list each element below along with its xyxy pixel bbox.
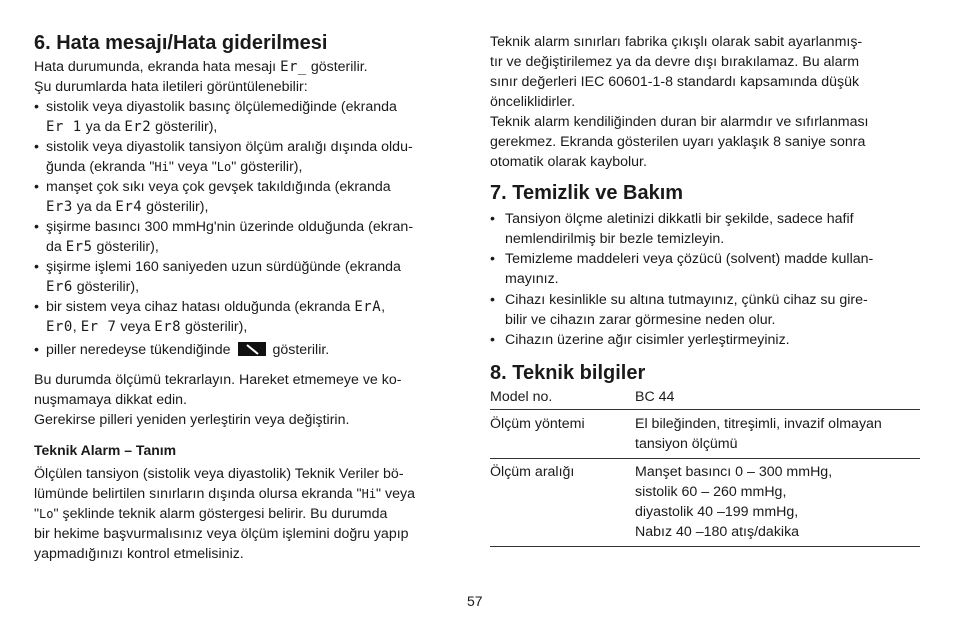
list-item-cont: ğunda (ekranda "Hi" veya "Lo" gösterilir),	[46, 159, 303, 175]
list-item: • Tansiyon ölçme aletinizi dikkatli bir şekilde, sadece hafif	[490, 211, 854, 227]
paragraph-line: sınır değerleri IEC 60601-1-8 standardı kapsamında düşük	[490, 74, 860, 90]
section-8-heading: 8. Teknik bilgiler	[490, 362, 646, 384]
error-code: Er 7	[80, 319, 117, 335]
list-item: • bir sistem veya cihaz hatası olduğunda (ekranda ErA,	[34, 299, 386, 315]
error-code: Er4	[115, 199, 143, 215]
paragraph-line: "Lo" şeklinde teknik alarm göstergesi belirir. Bu durumda	[34, 506, 388, 522]
error-code: Er0	[46, 319, 73, 335]
paragraph-line: Teknik alarm kendiliğinden duran bir alarmdır ve sıfırlanması	[490, 114, 869, 130]
list-item: • Cihazı kesinlikle su altına tutmayınız, çünkü cihaz su gire-	[490, 292, 868, 308]
error-code: Er5	[65, 239, 93, 255]
list-item-cont: nemlendirilmiş bir bezle temizleyin.	[505, 231, 725, 247]
list-item-cont: mayınız.	[505, 271, 559, 287]
list-item-cont: Er 1 ya da Er2 gösterilir),	[46, 119, 218, 135]
list-item: • manşet çok sıkı veya çok gevşek takıldığında (ekranda	[34, 179, 391, 195]
list-item-cont: Er3 ya da Er4 gösterilir),	[46, 199, 209, 215]
section-6-heading: 6. Hata mesajı/Hata giderilmesi	[34, 32, 328, 54]
list-item: • şişirme işlemi 160 saniyeden uzun sürdüğünde (ekranda	[34, 259, 401, 275]
list-item-cont: Er0, Er 7 veya Er8 gösterilir),	[46, 319, 248, 335]
list-item-cont: da Er5 gösterilir),	[46, 239, 159, 255]
paragraph-line: önceliklidirler.	[490, 94, 576, 110]
table-value: sistolik 60 – 260 mmHg,	[635, 484, 787, 500]
paragraph-line: otomatik olarak kaybolur.	[490, 154, 647, 170]
table-row	[490, 387, 920, 410]
paragraph-line: tır ve değiştirilemez ya da devre dışı bırakılamaz. Bu alarm	[490, 54, 860, 70]
paragraph-line: nuşmamaya dikkat edin.	[34, 392, 187, 408]
subheading-technical-alarm: Teknik Alarm – Tanım	[34, 442, 177, 458]
list-item: • Cihazın üzerine ağır cisimler yerleştirmeyiniz.	[490, 332, 790, 348]
error-code: Er_	[280, 59, 307, 75]
list-item-cont: bilir ve cihazın zarar görmesine neden olur.	[505, 312, 776, 328]
list-item: • Temizleme maddeleri veya çözücü (solvent) madde kullan-	[490, 251, 874, 267]
paragraph-line: Ölçülen tansiyon (sistolik veya diyastolik) Teknik Veriler bö-	[34, 466, 404, 482]
table-value: tansiyon ölçümü	[635, 436, 738, 452]
table-label: Model no.	[490, 389, 553, 405]
intro-line-2: Şu durumlarda hata iletileri görüntülenebilir:	[34, 79, 308, 95]
paragraph-line: bir hekime başvurmalısınız veya ölçüm işlemini doğru yapıp	[34, 526, 409, 542]
error-code: Er2	[124, 119, 152, 135]
paragraph-line: yapmadığınızı kontrol etmelisiniz.	[34, 546, 244, 562]
paragraph-line: gerekmez. Ekranda gösterilen uyarı yaklaşık 8 saniye sonra	[490, 134, 866, 150]
section-7-heading: 7. Temizlik ve Bakım	[490, 182, 684, 204]
paragraph-line: Bu durumda ölçümü tekrarlayın. Hareket etmemeye ve ko-	[34, 372, 402, 388]
error-code: Er6	[46, 279, 73, 295]
list-item-cont: Er6 gösterilir),	[46, 279, 140, 295]
table-row	[490, 459, 920, 547]
list-item: • sistolik veya diyastolik tansiyon ölçüm aralığı dışında oldu-	[34, 139, 413, 155]
table-value: Manşet basıncı 0 – 300 mmHg,	[635, 464, 833, 480]
error-code: Er3	[46, 199, 73, 215]
hi-indicator: Hi	[361, 487, 377, 501]
table-value: diyastolik 40 –199 mmHg,	[635, 504, 799, 520]
table-label: Ölçüm yöntemi	[490, 416, 585, 432]
page-number: 57	[467, 593, 483, 609]
table-value: Nabız 40 –180 atış/dakika	[635, 524, 800, 540]
error-code: Er8	[154, 319, 182, 335]
lo-indicator: Lo	[39, 507, 54, 521]
battery-low-icon	[238, 342, 266, 356]
paragraph-line: Teknik alarm sınırları fabrika çıkışlı olarak sabit ayarlanmış-	[490, 34, 863, 50]
table-value: BC 44	[635, 389, 675, 405]
table-value: El bileğinden, titreşimli, invazif olmayan	[635, 416, 882, 432]
paragraph-line: lümünde belirtilen sınırların dışında olursa ekranda "Hi" veya	[34, 486, 415, 502]
intro-line-1: Hata durumunda, ekranda hata mesajı Er_ gösterilir.	[34, 59, 368, 75]
table-row	[490, 410, 920, 459]
error-code: Er 1	[46, 119, 82, 135]
list-item: • piller neredeyse tükendiğinde gösterilir.	[34, 342, 330, 358]
paragraph-line: Gerekirse pilleri yeniden yerleştirin veya değiştirin.	[34, 412, 350, 428]
error-code: ErA	[354, 299, 382, 315]
list-item: • şişirme basıncı 300 mmHg'nin üzerinde olduğunda (ekran-	[34, 219, 414, 235]
lo-indicator: Lo	[216, 160, 232, 174]
table-label: Ölçüm aralığı	[490, 464, 575, 480]
list-item: • sistolik veya diyastolik basınç ölçülemediğinde (ekranda	[34, 99, 397, 115]
hi-indicator: Hi	[154, 160, 169, 174]
